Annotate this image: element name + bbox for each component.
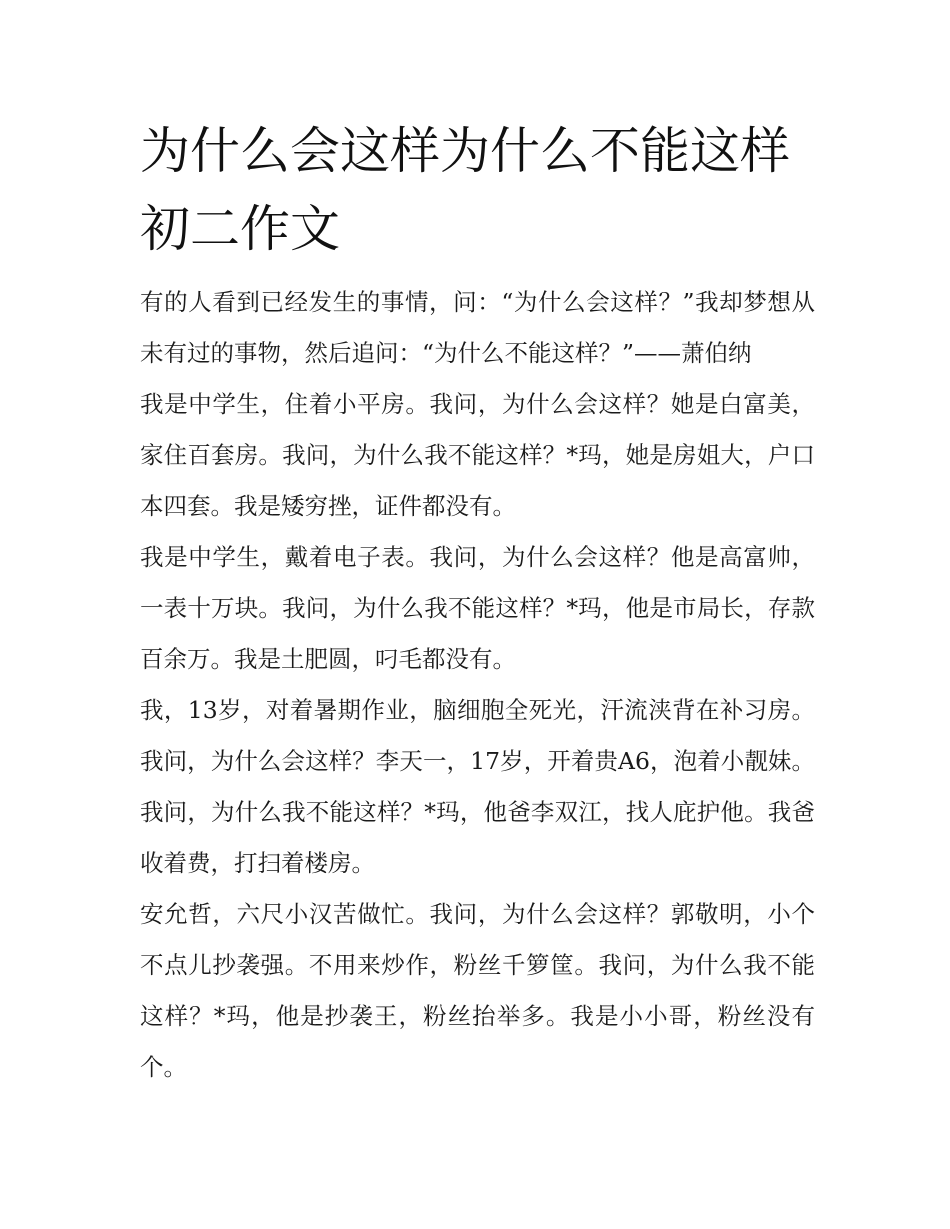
paragraph-house: 我是中学生，住着小平房。我问，为什么会这样？她是白富美，家住百套房。我问，为什么我不能这样？*玛，她是房姐大，户口本四套。我是矮穷挫，证件都没有。 bbox=[140, 390, 815, 520]
paragraph-fans: 安允哲，六尺小汉苦做忙。我问，为什么会这样？郭敬明，小个不点儿抄袭强。不用来炒作，粉丝千箩筐。我问，为什么我不能这样？*玛，他是抄袭王，粉丝抬举多。我是小小哥，粉丝没有个。 bbox=[140, 900, 815, 1081]
paragraph-watch: 我是中学生，戴着电子表。我问，为什么会这样？他是高富帅，一表十万块。我问，为什么我不能这样？*玛，他是市局长，存款百余万。我是土肥圆，叼毛都没有。 bbox=[140, 543, 815, 673]
document-title: 为什么会这样为什么不能这样初二作文 bbox=[140, 122, 790, 258]
document-body bbox=[140, 277, 815, 1093]
paragraph-homework: 我，13岁，对着暑期作业，脑细胞全死光，汗流浃背在补习房。我问，为什么会这样？李天一，17岁，开着贵A6，泡着小靓妹。我问，为什么我不能这样？*玛，他爸李双江，找人庇护他。我爸收着费，打扫着楼房。 bbox=[140, 696, 815, 877]
paragraph-quote: 有的人看到已经发生的事情，问：“为什么会这样？”我却梦想从未有过的事物，然后追问：“为什么不能这样？”——萧伯纳 bbox=[140, 288, 815, 367]
